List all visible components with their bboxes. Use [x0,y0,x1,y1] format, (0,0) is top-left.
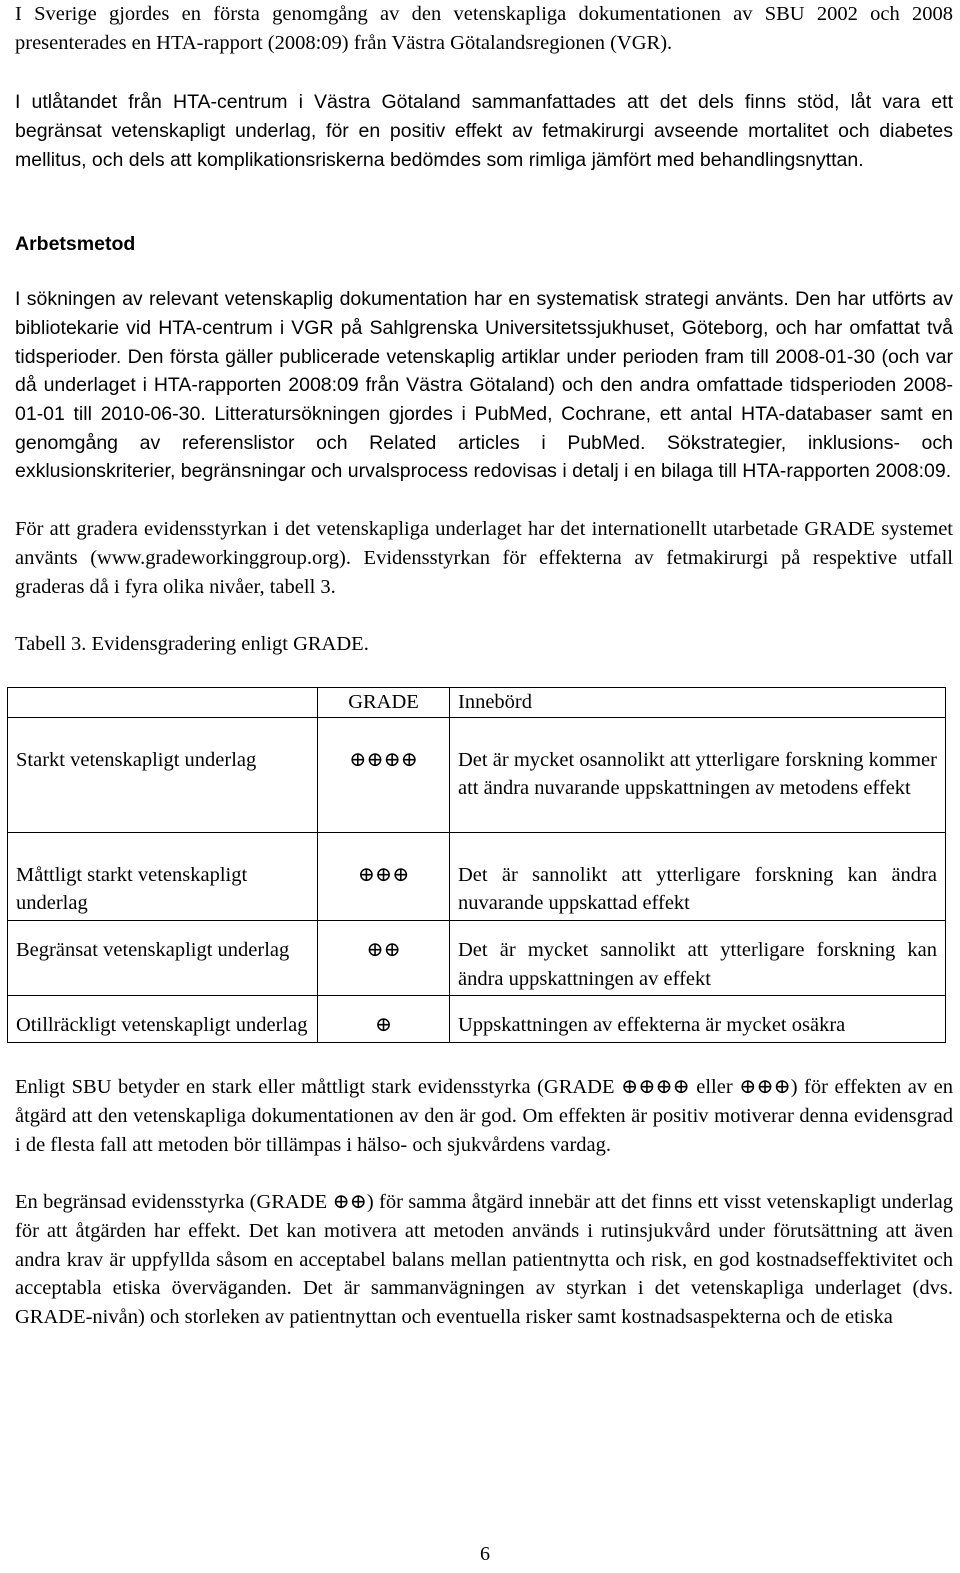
grade-symbol-cell: ⊕⊕⊕⊕ [318,717,450,832]
paragraph-limited-evidence: En begränsad evidensstyrka (GRADE ⊕⊕) för samma åtgärd innebär att det finns ett visst vetenskapligt underlag för att åtgärden har effekt. Det kan motivera att metoden används i rutinsjukvård under förutsättning att även andra krav är uppfyllda såsom en acceptabel balans mellan patientnytta och risk, en god kostnadseffektivitet och acceptabla etiska överväganden. Det är sammanvägningen av styrkan i det vetenskapliga underlaget (dvs. GRADE-nivån) och storleken av patientnyttan och eventuella risker samt kostnadsaspekterna och de etiska [15,1191,953,1329]
paragraph-strong-evidence: Enligt SBU betyder en stark eller måttligt stark evidensstyrka (GRADE ⊕⊕⊕⊕ eller ⊕⊕⊕) för effekten av en åtgärd att den vetenskapliga dokumentationen av den är god. Om effekten är positiv motiverar denna evidensgrad i de flesta fall att metoden bör tillämpas i hälso- och sjukvårdens vardag. [15,1076,953,1156]
table-row [8,717,946,832]
grade-evidence-table [7,687,946,1043]
meaning-cell: Det är sannolikt att ytterligare forskning kan ändra nuvarande uppskattad effekt [450,832,946,920]
meaning-cell: Det är mycket osannolikt att ytterligare forskning kommer att ändra nuvarande uppskattningen av metodens effekt [450,717,946,832]
grade-symbol-cell: ⊕⊕ [318,921,450,996]
table-caption: Tabell 3. Evidensgradering enligt GRADE. [15,633,369,656]
evidence-level-cell: Starkt vetenskapligt underlag [8,717,318,832]
table-row [8,921,946,996]
meaning-cell: Uppskattningen av effekterna är mycket osäkra [450,996,946,1043]
evidence-level-cell: Begränsat vetenskapligt underlag [8,921,318,996]
paragraph-grade-system: För att gradera evidensstyrkan i det vetenskapliga underlaget har det internationellt utarbetade GRADE systemet använts (www.gradeworkinggroup.org). Evidensstyrkan för effekterna av fetmakirurgi på respektive utfall graderas då i fyra olika nivåer, tabell 3. [15,518,953,598]
paragraph-hta-statement: I utlåtandet från HTA-centrum i Västra Götaland sammanfattades att det dels finns stöd, låt vara ett begränsat vetenskapligt underlag, för en positiv effekt av fetmakirurgi avseende mortalitet och diabetes mellitus, och dels att komplikationsriskerna bedömdes som rimliga jämfört med behandlingsnyttan. [15,91,953,171]
section-heading-arbetsmetod: Arbetsmetod [15,232,136,255]
grade-symbol-cell: ⊕ [318,996,450,1043]
evidence-level-cell: Otillräckligt vetenskapligt underlag [8,996,318,1043]
table-row [8,996,946,1043]
table-header-cell [8,687,318,717]
evidence-level-cell: Måttligt starkt vetenskapligt underlag [8,832,318,920]
document-page [15,0,953,1332]
table-header-meaning: Innebörd [450,687,946,717]
table-header-row [8,687,946,717]
paragraph-sbu-review: I Sverige gjordes en första genomgång av den vetenskapliga dokumentationen av SBU 2002 och 2008 presenterades en HTA-rapport (2008:09) från Västra Götalandsregionen (VGR). [15,3,953,54]
table-row [8,832,946,920]
table-header-grade: GRADE [318,687,450,717]
paragraph-search-method: I sökningen av relevant vetenskaplig dokumentation har en systematisk strategi använts. Den har utförts av bibliotekarie vid HTA-centrum i VGR på Sahlgrenska Universitetssjukhuset, Göteborg, och har omfattat två tidsperioder. Den första gäller publicerade vetenskaplig artiklar under perioden fram till 2008-01-30 (och var då underlaget i HTA-rapporten 2008:09 från Västra Götaland) och den andra omfattade tidsperioden 2008-01-01 till 2010-06-30. Litteratursökningen gjordes i PubMed, Cochrane, ett antal HTA-databaser samt en genomgång av referenslistor och Related articles i PubMed. Sökstrategier, inklusions- och exklusionskriterier, begränsningar och urvalsprocess redovisas i detalj i en bilaga till HTA-rapporten 2008:09. [15,288,953,483]
grade-symbol-cell: ⊕⊕⊕ [318,832,450,920]
page-number: 6 [480,1543,490,1565]
meaning-cell: Det är mycket sannolikt att ytterligare forskning kan ändra uppskattningen av effekt [450,921,946,996]
